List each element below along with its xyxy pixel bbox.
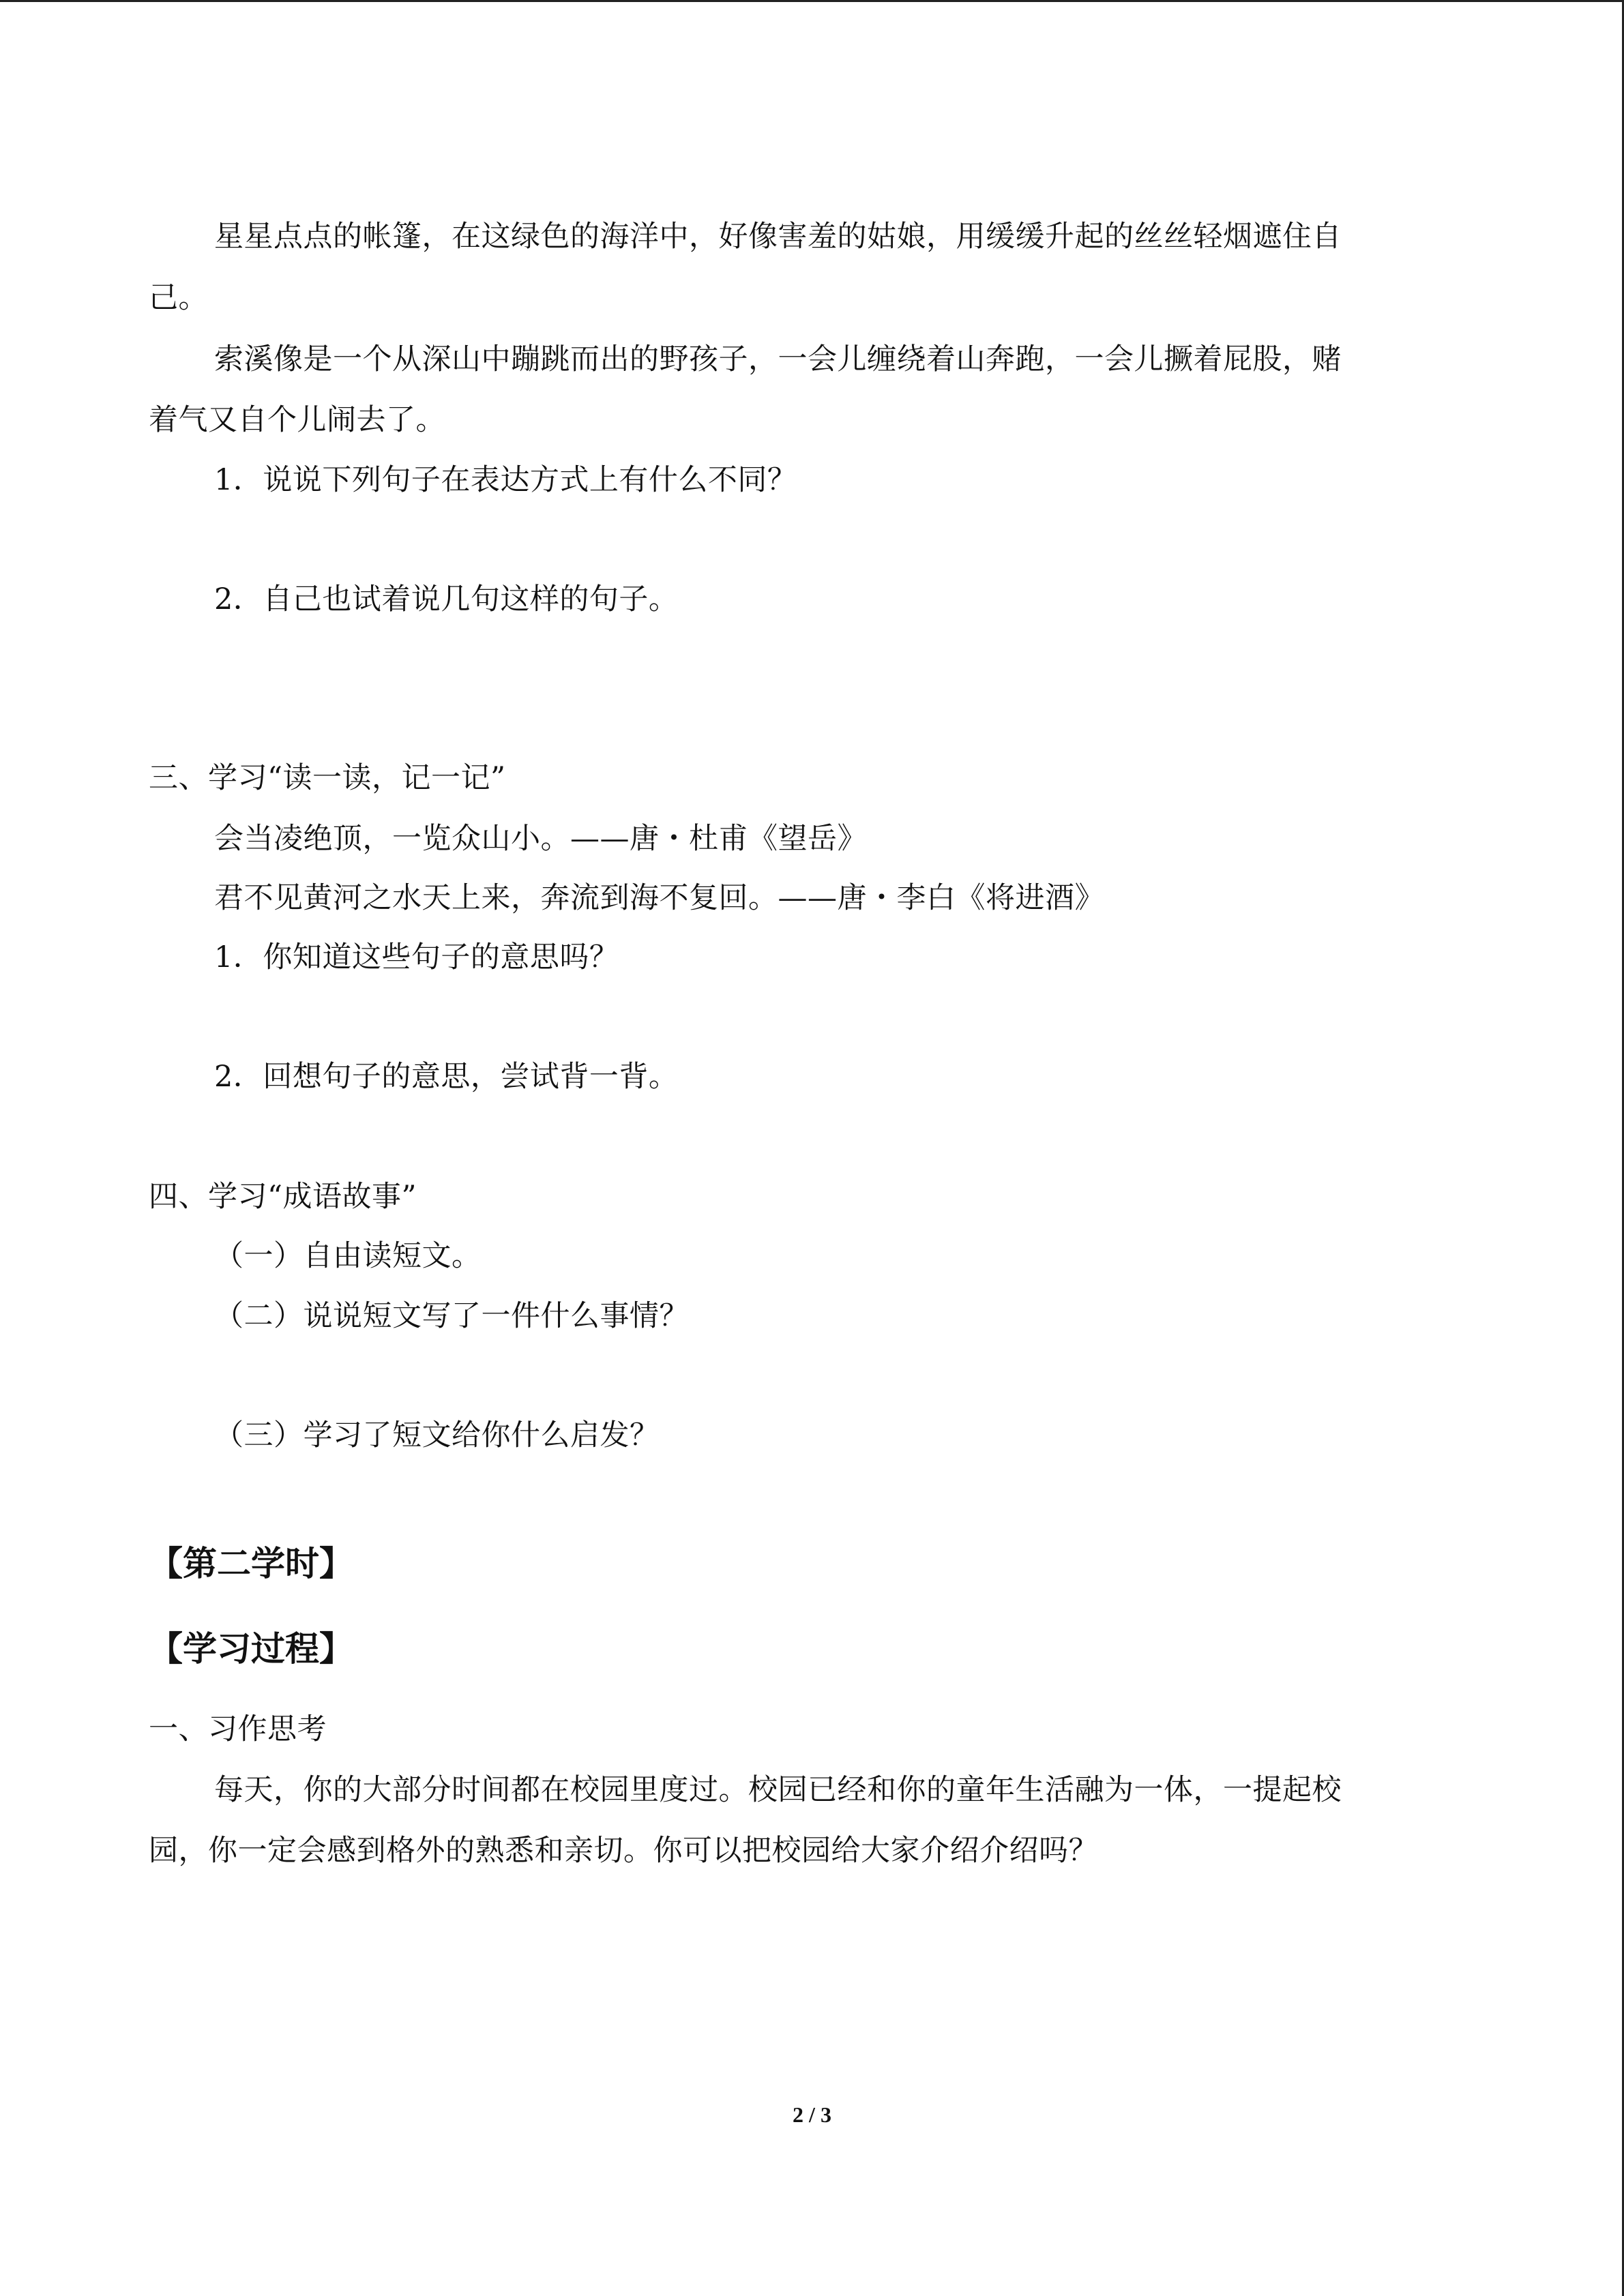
paragraph-stream-line-1: 索溪像是一个从深山中蹦跳而出的野孩子，一会儿缠绕着山奔跑，一会儿撅着屁股，赌 — [214, 342, 1342, 376]
idiom-task-item: （二）说说短文写了一件什么事情？ — [214, 1299, 689, 1333]
paragraph-tent-line-2: 己。 — [149, 281, 208, 315]
page-number: 2 / 3 — [793, 2102, 831, 2127]
lesson-two-heading: 【第二学时】 — [149, 1544, 353, 1583]
question-item: 2．回想句子的意思，尝试背一背。 — [214, 1060, 679, 1094]
writing-prompt-line-2: 园，你一定会感到格外的熟悉和亲切。你可以把校园给大家介绍介绍吗？ — [149, 1834, 1098, 1868]
section-title-idiom-story: 四、学习“成语故事” — [149, 1180, 417, 1214]
paragraph-stream-line-2: 着气又自个儿闹去了。 — [149, 403, 445, 437]
poem-quote: 君不见黄河之水天上来，奔流到海不复回。——唐・李白《将进酒》 — [214, 881, 1104, 915]
paragraph-tent-line-1: 星星点点的帐篷，在这绿色的海洋中，好像害羞的姑娘，用缓缓升起的丝丝轻烟遮住自 — [214, 220, 1342, 254]
section-title-writing: 一、习作思考 — [149, 1712, 327, 1746]
idiom-task-item: （三）学习了短文给你什么启发？ — [214, 1418, 660, 1452]
question-item: 2．自己也试着说几句这样的句子。 — [214, 582, 679, 616]
section-title-read-remember: 三、学习“读一读，记一记” — [149, 761, 506, 795]
idiom-task-item: （一）自由读短文。 — [214, 1239, 482, 1273]
poem-quote: 会当凌绝顶，一览众山小。——唐・杜甫《望岳》 — [214, 822, 867, 856]
question-item: 1．说说下列句子在表达方式上有什么不同？ — [214, 463, 797, 497]
question-item: 1．你知道这些句子的意思吗？ — [214, 940, 619, 974]
writing-prompt-line-1: 每天，你的大部分时间都在校园里度过。校园已经和你的童年生活融为一体，一提起校 — [214, 1773, 1342, 1807]
learning-process-heading: 【学习过程】 — [149, 1629, 353, 1669]
